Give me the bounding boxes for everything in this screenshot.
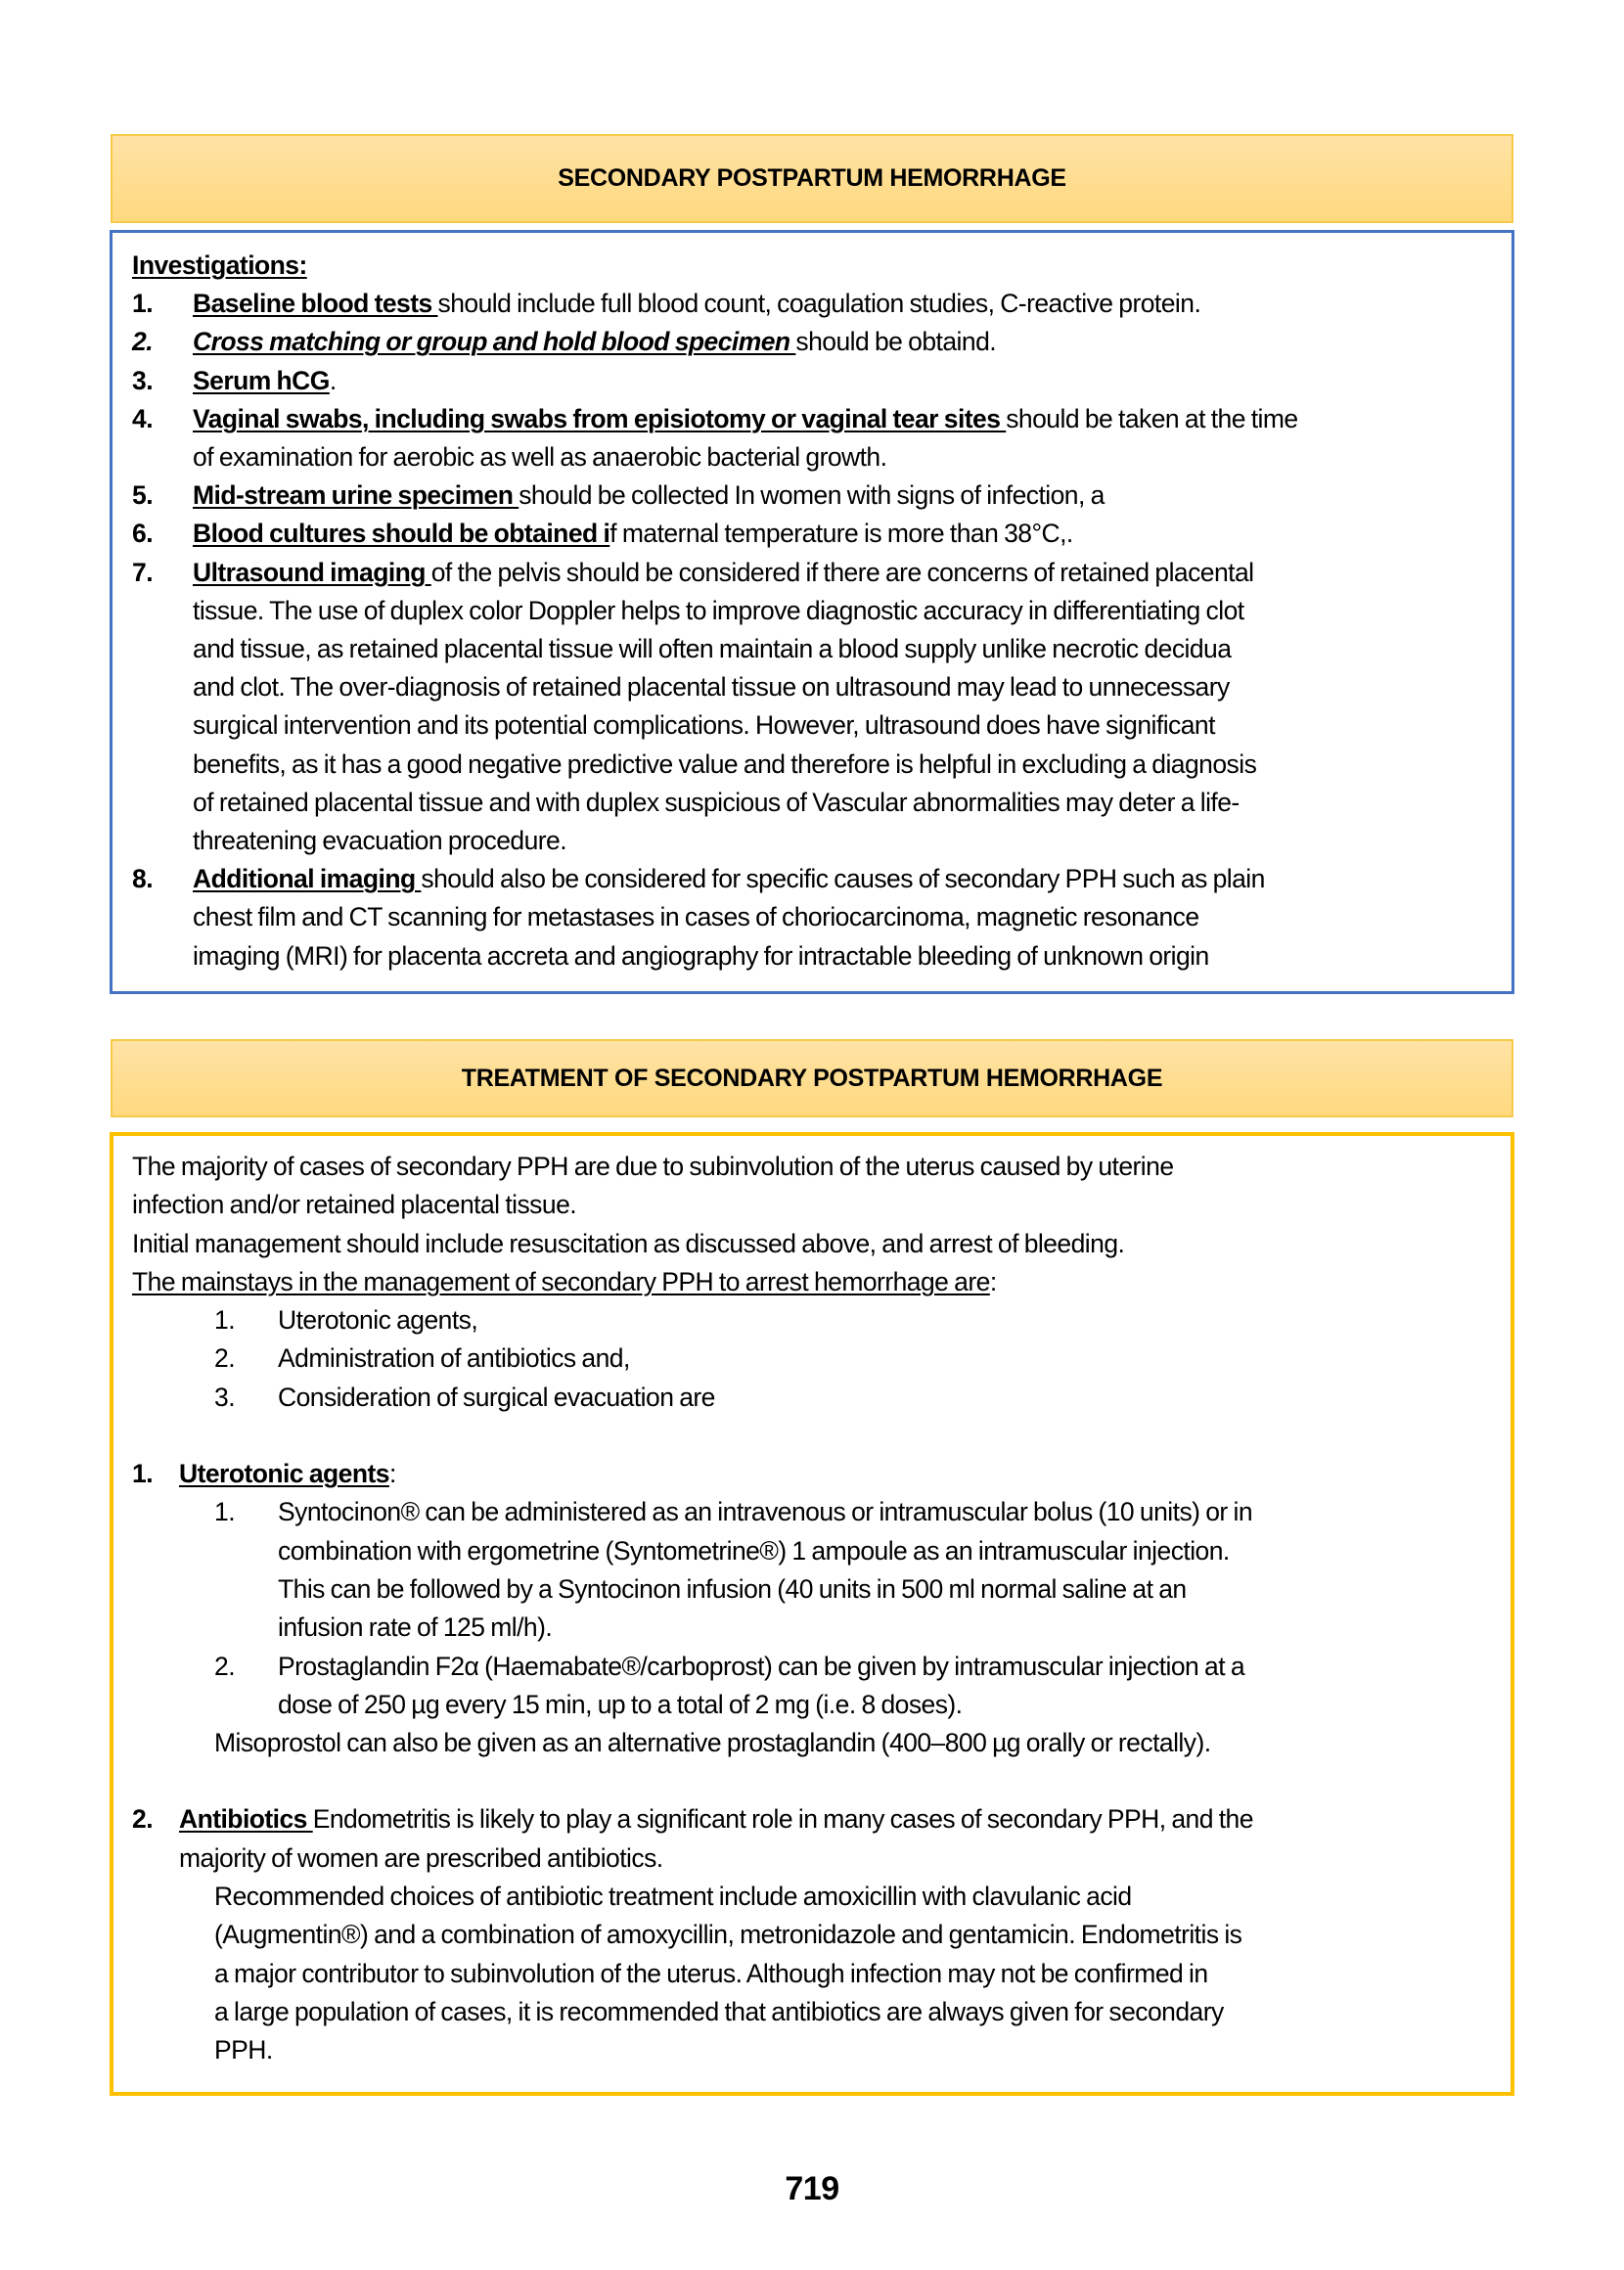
list-item: 3. Serum hCG.: [132, 365, 337, 395]
list-item: 8. Additional imaging should also be considered for specific causes of secondary PPH such as plain: [132, 864, 1265, 894]
section-header-treatment: [111, 1039, 1513, 1117]
uterotonic-heading: 1. Uterotonic agents:: [132, 1459, 396, 1489]
list-item-continuation: benefits, as it has a good negative predictive value and therefore is helpful in excluding a diagnosis: [193, 749, 1257, 779]
mainstay-item: 2. Administration of antibiotics and,: [214, 1343, 630, 1374]
list-item-continuation: of examination for aerobic as well as anaerobic bacterial growth.: [193, 442, 887, 473]
section-header-secondary-pph: [111, 134, 1513, 223]
list-item-continuation: tissue. The use of duplex color Doppler helps to improve diagnostic accuracy in differentiating clot: [193, 595, 1244, 625]
list-item-continuation: surgical intervention and its potential complications. However, ultrasound does have significant: [193, 710, 1215, 741]
investigations-heading: Investigations:: [132, 250, 307, 280]
list-item-continuation: and tissue, as retained placental tissue will often maintain a blood supply unlike necrotic decidua: [193, 634, 1232, 664]
section-title: TREATMENT OF SECONDARY POSTPARTUM HEMORRHAGE: [461, 1064, 1163, 1092]
intro-text: Initial management should include resuscitation as discussed above, and arrest of bleeding.: [132, 1228, 1125, 1258]
antibiotics-continuation: majority of women are prescribed antibiotics.: [179, 1842, 663, 1873]
list-item: 6. Blood cultures should be obtained if maternal temperature is more than 38°C,.: [132, 519, 1073, 549]
list-item: 1. Baseline blood tests should include full blood count, coagulation studies, C-reactive protein.: [132, 289, 1201, 319]
uterotonic-item: 1. Syntocinon® can be administered as an intravenous or intramuscular bolus (10 units) or in: [214, 1497, 1253, 1527]
antibiotics-paragraph: Recommended choices of antibiotic treatment include amoxicillin with clavulanic acid: [214, 1882, 1132, 1912]
mainstay-item: 1. Uterotonic agents,: [214, 1305, 478, 1336]
mainstay-item: 3. Consideration of surgical evacuation are: [214, 1382, 715, 1412]
antibiotics-paragraph: (Augmentin®) and a combination of amoxycillin, metronidazole and gentamicin. Endometritis is: [214, 1920, 1242, 1950]
section-title: SECONDARY POSTPARTUM HEMORRHAGE: [558, 164, 1066, 192]
misoprostol-note: Misoprostol can also be given as an alternative prostaglandin (400–800 µg orally or rectally).: [214, 1728, 1211, 1758]
list-item: 5. Mid-stream urine specimen should be collected In women with signs of infection, a: [132, 480, 1105, 511]
investigations-box: [110, 230, 1514, 994]
mainstays-label: The mainstays in the management of secondary PPH to arrest hemorrhage are:: [132, 1266, 997, 1296]
uterotonic-item-continuation: This can be followed by a Syntocinon infusion (40 units in 500 ml normal saline at an: [278, 1573, 1187, 1604]
list-item-continuation: and clot. The over-diagnosis of retained placental tissue on ultrasound may lead to unnecessary: [193, 672, 1230, 703]
antibiotics-heading: 2. Antibiotics Endometritis is likely to play a significant role in many cases of secondary PPH, and the: [132, 1804, 1253, 1835]
uterotonic-item-continuation: infusion rate of 125 ml/h).: [278, 1612, 553, 1643]
antibiotics-paragraph: a large population of cases, it is recommended that antibiotics are always given for secondary: [214, 1996, 1224, 2026]
intro-text: infection and/or retained placental tissue.: [132, 1190, 577, 1220]
uterotonic-item-continuation: combination with ergometrine (Syntometrine®) 1 ampoule as an intramuscular injection.: [278, 1535, 1230, 1566]
uterotonic-item: 2. Prostaglandin F2α (Haemabate®/carboprost) can be given by intramuscular injection at a: [214, 1651, 1245, 1681]
list-item-continuation: chest film and CT scanning for metastases in cases of choriocarcinoma, magnetic resonance: [193, 902, 1199, 932]
antibiotics-paragraph: PPH.: [214, 2035, 273, 2066]
list-item-continuation: threatening evacuation procedure.: [193, 826, 567, 856]
list-item: 7. Ultrasound imaging of the pelvis should be considered if there are concerns of retained placental: [132, 557, 1254, 587]
antibiotics-paragraph: a major contributor to subinvolution of the uterus. Although infection may not be confirmed in: [214, 1958, 1208, 1988]
intro-text: The majority of cases of secondary PPH are due to subinvolution of the uterus caused by uterine: [132, 1152, 1174, 1181]
list-item: 2. Cross matching or group and hold blood specimen should be obtaind.: [132, 327, 997, 357]
list-item: 4. Vaginal swabs, including swabs from episiotomy or vaginal tear sites should be taken at the time: [132, 403, 1298, 433]
list-item-continuation: imaging (MRI) for placenta accreta and angiography for intractable bleeding of unknown origin: [193, 940, 1209, 971]
page-number: 719: [785, 2170, 839, 2207]
uterotonic-item-continuation: dose of 250 µg every 15 min, up to a total of 2 mg (i.e. 8 doses).: [278, 1689, 963, 1719]
list-item-continuation: of retained placental tissue and with duplex suspicious of Vascular abnormalities may deter a life-: [193, 787, 1240, 817]
treatment-box: [110, 1132, 1514, 2096]
